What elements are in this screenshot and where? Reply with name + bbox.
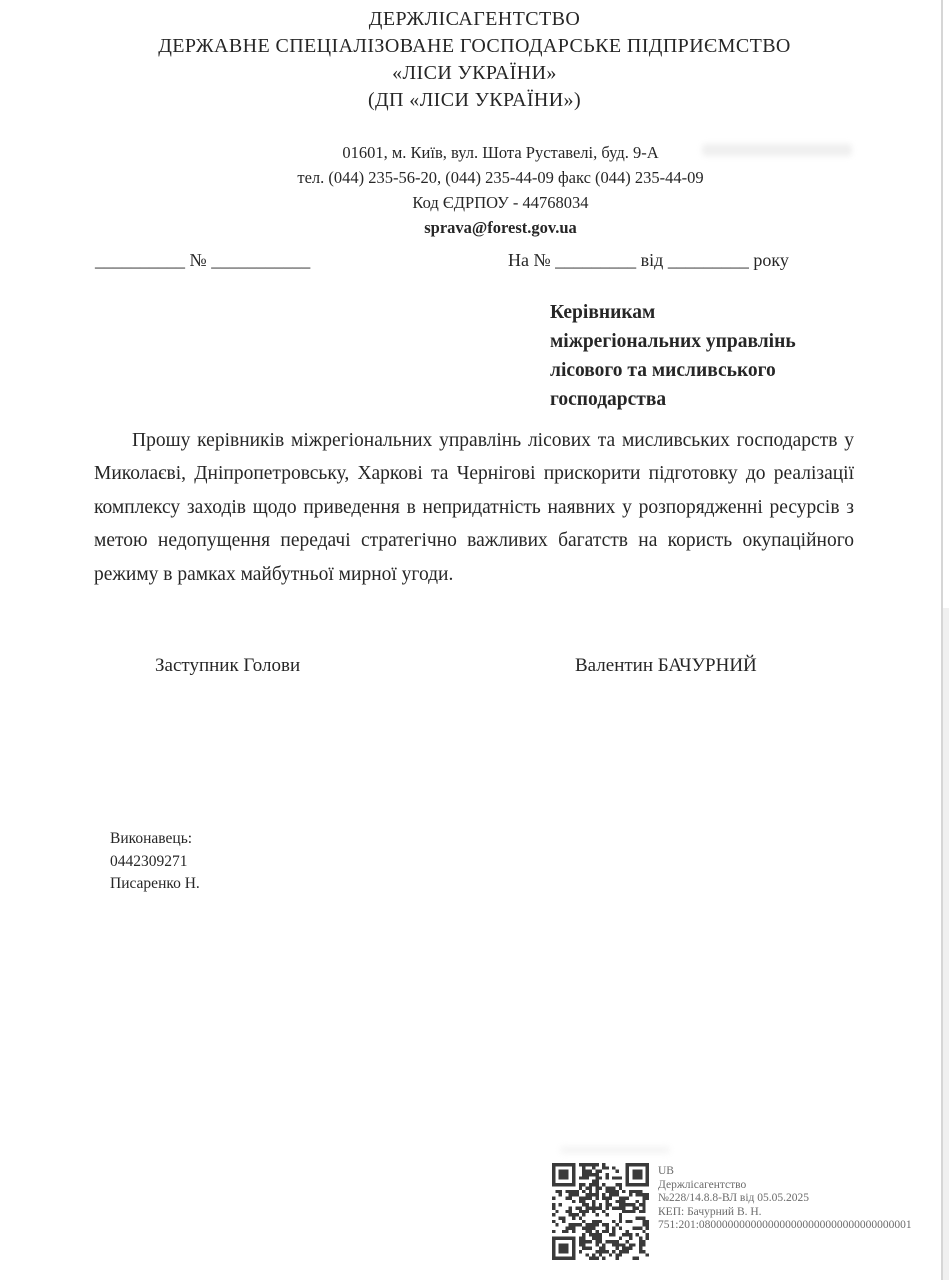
date-blank: __________: [95, 250, 190, 270]
addressee-line: господарства: [550, 389, 667, 410]
addressee-block: [550, 298, 796, 414]
executor-label: Виконавець:: [110, 830, 193, 847]
executor-name: Писаренко Н.: [110, 875, 200, 892]
stamp-line: UB: [658, 1165, 674, 1177]
outgoing-number-blanks: [95, 250, 310, 271]
incoming-number-blanks: [508, 250, 789, 271]
vid-label: від: [640, 250, 664, 270]
faded-ink-smudge: [560, 1146, 670, 1154]
signer-position: Заступник Голови: [155, 655, 301, 676]
qr-code-icon: [552, 1163, 649, 1260]
executor-phone: 0442309271: [110, 852, 188, 870]
stamp-text: [658, 1165, 949, 1233]
letter-body-paragraph: Прошу керівників міжрегіональних управлінь лісових та мисливських господарств у Миколаєві, Дніпропетровську, Харкові та Чернігові прискорити підготовку до реалізації комплексу заходів щодо приведення в непридатність наявних у розпорядженні ресурсів з метою недопущення передачі стратегічно важливих багатств на користь окупаційного режиму в рамках майбутньої мирної угоди.: [94, 430, 854, 585]
addressee-line: Керівникам: [550, 302, 656, 323]
enterprise-type: ДЕРЖАВНЕ СПЕЦІАЛІЗОВАНЕ ГОСПОДАРСЬКЕ ПІДПРИЄМСТВО: [158, 35, 791, 57]
stamp-agency: Держлісагентство: [658, 1178, 747, 1191]
incoming-number-blank: _________: [550, 250, 641, 270]
executor-block: [110, 828, 200, 896]
addressee-line: лісового та мисливського: [550, 360, 776, 381]
signer-name: Валентин БАЧУРНИЙ: [575, 655, 757, 676]
incoming-date-blank: _________: [663, 250, 754, 270]
stamp-serial: 751:201:0800000000000000000000000000000000001: [658, 1219, 912, 1231]
number-blank: ___________: [206, 250, 311, 270]
phone-fax-line: тел. (044) 235-56-20, (044) 235-44-09 факс (044) 235-44-09: [297, 168, 704, 187]
postal-address: 01601, м. Київ, вул. Шота Руставелі, буд. 9-А: [342, 143, 659, 162]
edrpou-code: Код ЄДРПОУ - 44768034: [412, 193, 589, 212]
stamp-kep-signer: КЕП: Бачурний В. Н.: [658, 1205, 762, 1218]
enterprise-short-name: (ДП «ЛІСИ УКРАЇНИ»): [367, 89, 582, 111]
number-sign: №: [189, 250, 207, 270]
enterprise-name: «ЛІСИ УКРАЇНИ»: [392, 62, 557, 84]
stamp-doc-number-date: №228/14.8.8-ВЛ від 05.05.2025: [658, 1192, 810, 1204]
na-number-label: На №: [508, 250, 551, 270]
letterhead: [0, 6, 949, 114]
roku-label: року: [753, 250, 789, 270]
contact-block: [26, 140, 949, 240]
email-address: sprava@forest.gov.ua: [424, 218, 577, 237]
agency-name: ДЕРЖЛІСАГЕНТСТВО: [368, 8, 581, 30]
addressee-line: міжрегіональних управлінь: [550, 331, 796, 352]
